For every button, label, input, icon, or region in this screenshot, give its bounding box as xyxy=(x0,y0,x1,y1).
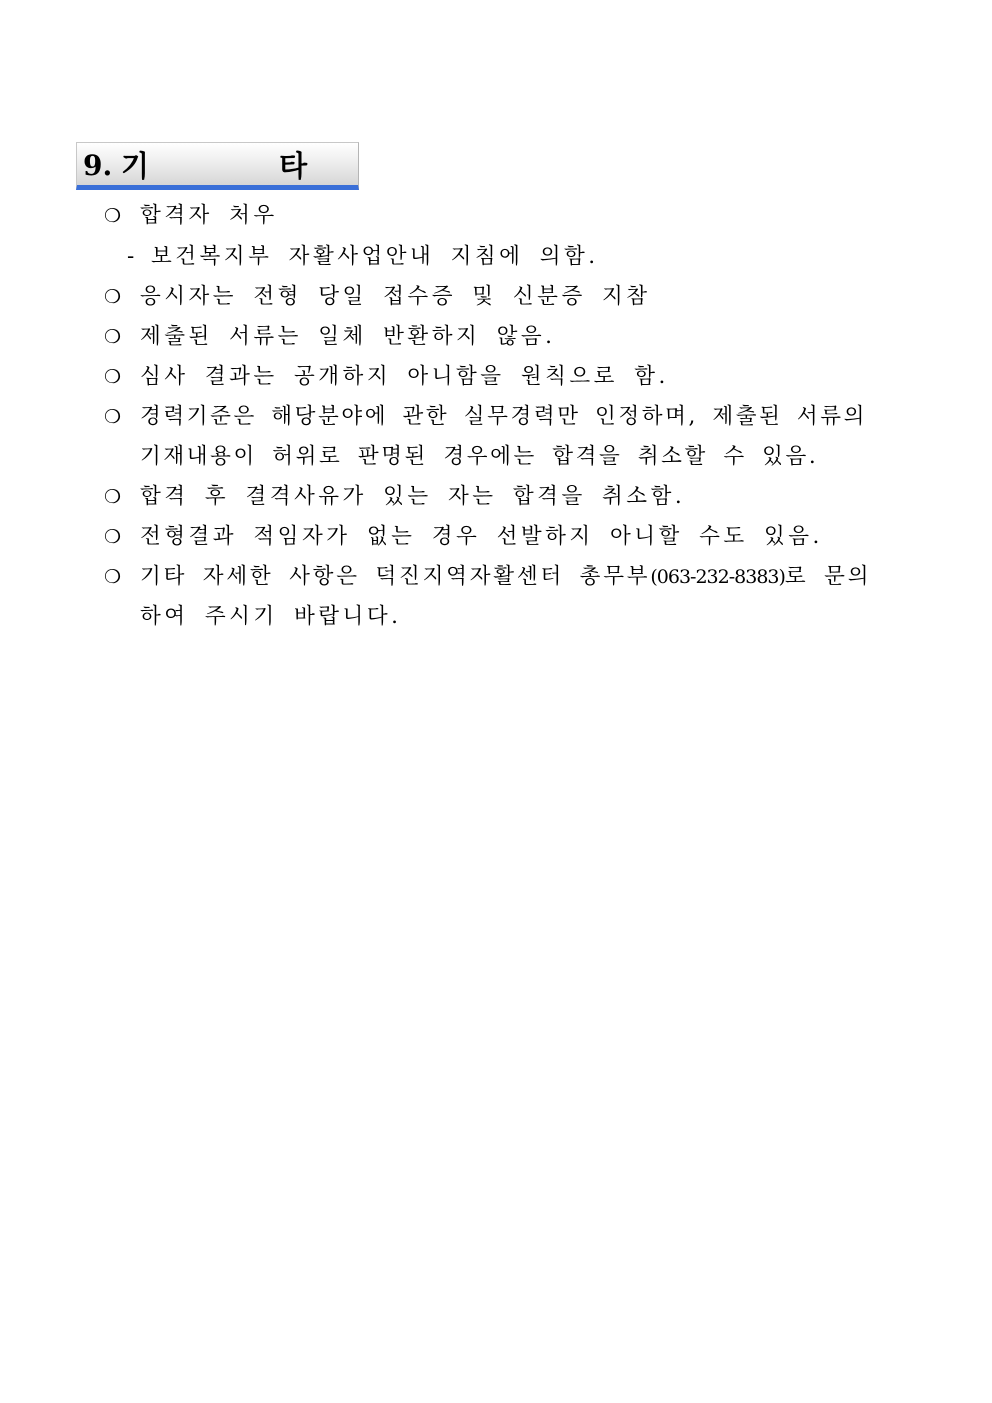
list-item xyxy=(104,403,867,431)
list-item-text: 응시자는 전형 당일 접수증 및 신분증 지참 xyxy=(140,284,651,309)
list-item-continuation: 기재내용이 허위로 판명된 경우에는 합격을 취소할 수 있음. xyxy=(140,444,819,469)
list-item-text: 기타 자세한 사항은 덕진지역자활센터 총무부 xyxy=(140,564,651,589)
sub-list-item xyxy=(127,243,599,271)
sub-list-item-text: 보건복지부 자활사업안내 지침에 의함. xyxy=(151,244,599,269)
section-number: 9. xyxy=(83,149,113,182)
section-title: 기 타 xyxy=(121,149,368,183)
list-item-text: 전형결과 적임자가 없는 경우 선발하지 아니할 수도 있음. xyxy=(140,524,823,549)
list-item xyxy=(104,523,823,551)
list-item-text: 제출된 서류는 일체 반환하지 않음. xyxy=(140,324,556,349)
circle-bullet-icon: ❍ xyxy=(104,326,122,348)
list-item-text: 합격 후 결격사유가 있는 자는 합격을 취소함. xyxy=(140,484,686,509)
list-item xyxy=(104,202,278,230)
list-item-text: 경력기준은 해당분야에 관한 실무경력만 인정하며, 제출된 서류의 xyxy=(140,404,868,429)
list-item-text-end: 로 문의 xyxy=(784,564,872,589)
list-item xyxy=(104,283,651,311)
list-item-text: 심사 결과는 공개하지 아니함을 원칙으로 함. xyxy=(140,364,669,389)
phone-number: (063-232-8383) xyxy=(650,566,785,588)
circle-bullet-icon: ❍ xyxy=(104,366,122,388)
circle-bullet-icon: ❍ xyxy=(104,286,122,308)
circle-bullet-icon: ❍ xyxy=(104,566,122,588)
dash-bullet: - xyxy=(127,244,135,269)
list-item xyxy=(104,363,669,391)
list-item xyxy=(104,323,555,351)
circle-bullet-icon: ❍ xyxy=(104,406,122,428)
section-heading xyxy=(76,142,368,190)
list-item xyxy=(104,563,871,591)
list-item xyxy=(104,483,685,511)
list-item-continuation: 하여 주시기 바랍니다. xyxy=(140,604,402,629)
circle-bullet-icon: ❍ xyxy=(104,526,122,548)
list-item-text: 합격자 처우 xyxy=(140,203,278,228)
circle-bullet-icon: ❍ xyxy=(104,486,122,508)
circle-bullet-icon: ❍ xyxy=(104,205,122,227)
